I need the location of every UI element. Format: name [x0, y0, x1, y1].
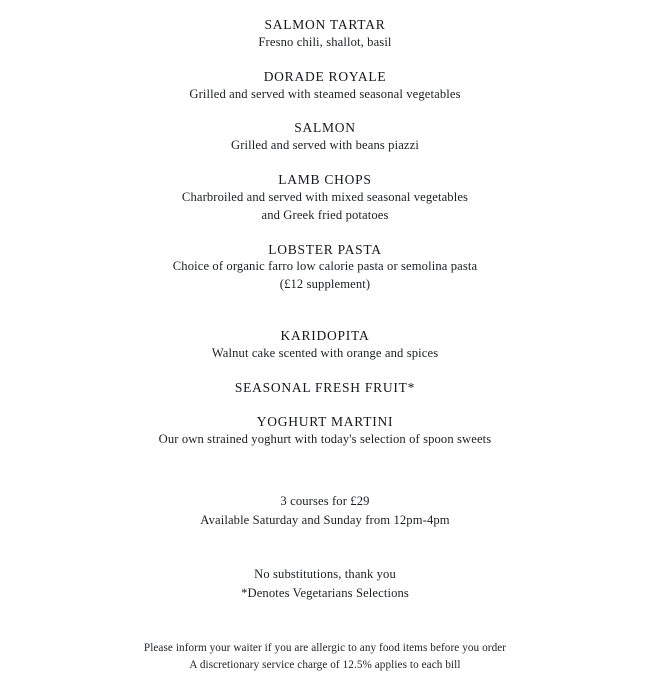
dish-name: LOBSTER PASTA: [268, 241, 382, 257]
dish-description-line: Grilled and served with steamed seasonal vegetables: [189, 86, 461, 101]
no-substitutions-note: No substitutions, thank you: [254, 567, 396, 582]
starters-course-list: [0, 16, 650, 294]
allergy-notice: Please inform your waiter if you are allergic to any food items before you order: [143, 641, 507, 654]
vegetarian-legend-note: *Denotes Vegetarians Selections: [241, 586, 409, 601]
dish-description-line: Walnut cake scented with orange and spices: [211, 346, 439, 360]
dish-description-line: Fresno chili, shallot, basil: [258, 34, 392, 49]
dish-description-line: Choice of organic farro low calorie pasta or semolina pasta: [172, 259, 478, 274]
menu-item: [0, 171, 650, 225]
dish-description-line: and Greek fried potatoes: [261, 207, 389, 222]
price-line: 3 courses for £29: [280, 494, 370, 509]
dish-supplement-line: (£12 supplement): [279, 277, 371, 292]
dish-description-line: Our own strained yoghurt with today's selection of spoon sweets: [158, 431, 492, 446]
menu-item: [0, 68, 650, 104]
dish-name: SEASONAL FRESH FRUIT*: [234, 379, 416, 395]
legal-notices: [0, 640, 650, 674]
menu-item: [0, 16, 650, 52]
desserts-course-list: [0, 327, 650, 448]
menu-item: [0, 327, 650, 363]
dish-name: KARIDOPITA: [280, 328, 370, 344]
dish-name: SALMON: [294, 120, 356, 136]
dish-name: LAMB CHOPS: [278, 172, 372, 188]
dish-description-line: Charbroiled and served with mixed seasonal vegetables: [181, 189, 469, 204]
policy-notes: [0, 565, 650, 603]
menu-item: [0, 241, 650, 295]
dish-description-line: Grilled and served with beans piazzi: [231, 138, 419, 153]
dish-name: DORADE ROYALE: [263, 68, 387, 84]
dish-name: YOGHURT MARTINI: [256, 413, 394, 429]
service-details: [0, 492, 650, 530]
menu-item: [0, 413, 650, 449]
menu-item: [0, 119, 650, 155]
menu-item: [0, 379, 650, 397]
service-charge-notice: A discretionary service charge of 12.5% applies to each bill: [189, 658, 461, 671]
dish-name: SALMON TARTAR: [264, 17, 386, 32]
availability-line: Available Saturday and Sunday from 12pm-4pm: [200, 513, 450, 528]
